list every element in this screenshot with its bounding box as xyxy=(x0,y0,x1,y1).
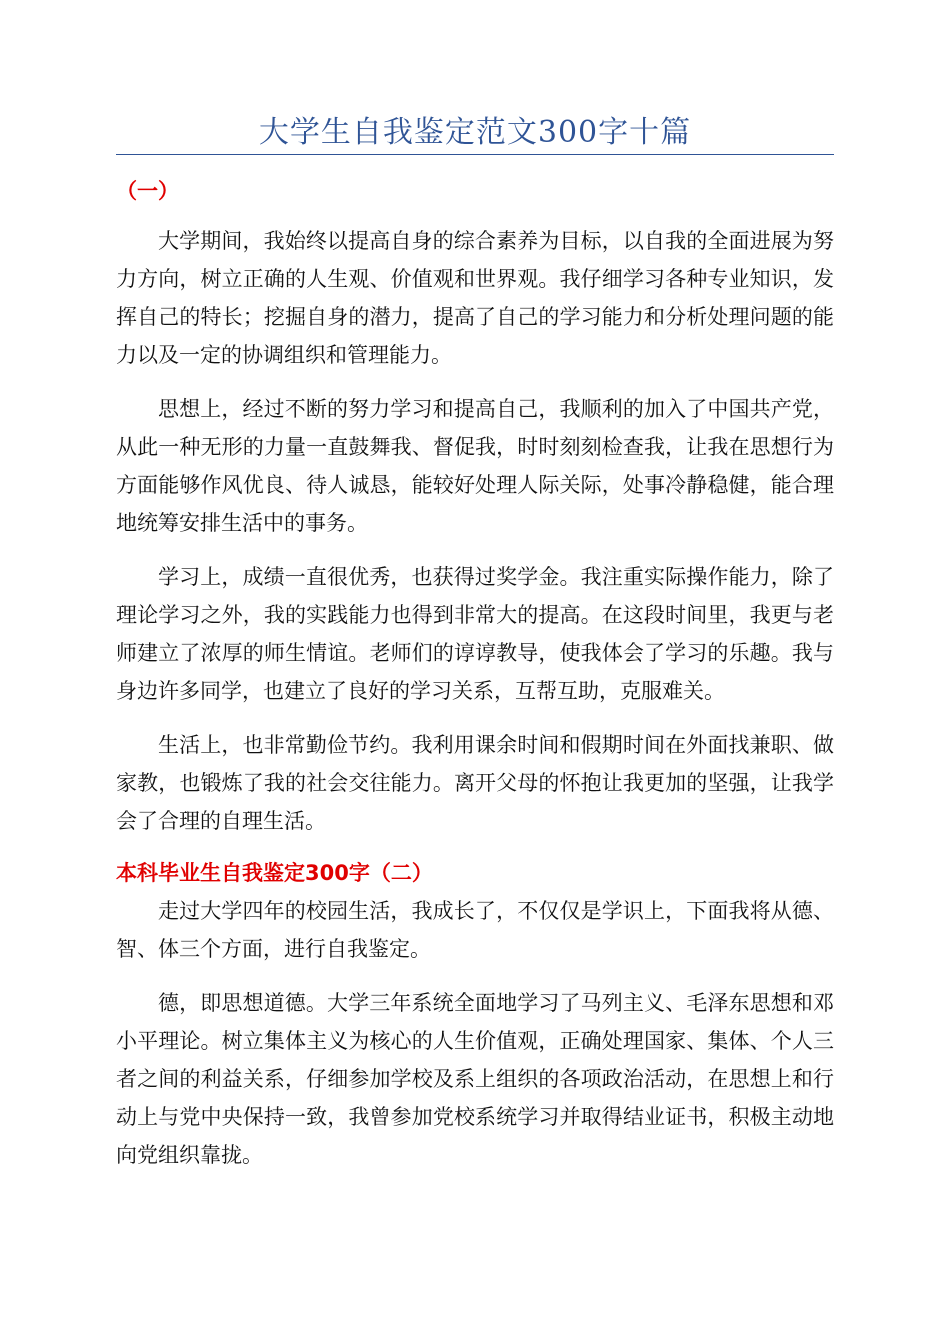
title-underline xyxy=(116,154,834,155)
paragraph: 生活上，也非常勤俭节约。我利用课余时间和假期时间在外面找兼职、做家教，也锻炼了我的社会交往能力。离开父母的怀抱让我更加的坚强，让我学会了合理的自理生活。 xyxy=(116,733,834,833)
paragraph: 学习上，成绩一直很优秀，也获得过奖学金。我注重实际操作能力，除了理论学习之外，我的实践能力也得到非常大的提高。在这段时间里，我更与老师建立了浓厚的师生情谊。老师们的谆谆教导，使我体会了学习的乐趣。我与身边许多同学，也建立了良好的学习关系，互帮互助，克服难关。 xyxy=(116,565,834,703)
document-body xyxy=(116,172,834,1174)
paragraph: 德，即思想道德。大学三年系统全面地学习了马列主义、毛泽东思想和邓小平理论。树立集体主义为核心的人生价值观，正确处理国家、集体、个人三者之间的利益关系，仔细参加学校及系上组织的各项政治活动，在思想上和行动上与党中央保持一致，我曾参加党校系统学习并取得结业证书，积极主动地向党组织靠拢。 xyxy=(116,991,834,1167)
paragraph: 思想上，经过不断的努力学习和提高自己，我顺利的加入了中国共产党，从此一种无形的力量一直鼓舞我、督促我，时时刻刻检查我，让我在思想行为方面能够作风优良、待人诚恳，能较好处理人际关际，处事冷静稳健，能合理地统筹安排生活中的事务。 xyxy=(116,397,834,535)
paragraph: 走过大学四年的校园生活，我成长了，不仅仅是学识上，下面我将从德、智、体三个方面，进行自我鉴定。 xyxy=(116,899,834,961)
paragraph: 大学期间，我始终以提高自身的综合素养为目标，以自我的全面进展为努力方向，树立正确的人生观、价值观和世界观。我仔细学习各种专业知识，发挥自己的特长；挖掘自身的潜力，提高了自己的学习能力和分析处理问题的能力以及一定的协调组织和管理能力。 xyxy=(116,229,834,367)
section-heading-2: 本科毕业生自我鉴定300字（二） xyxy=(116,861,433,885)
document-title: 大学生自我鉴定范文300字十篇 xyxy=(258,115,692,150)
section-heading-1: （一） xyxy=(116,179,179,203)
